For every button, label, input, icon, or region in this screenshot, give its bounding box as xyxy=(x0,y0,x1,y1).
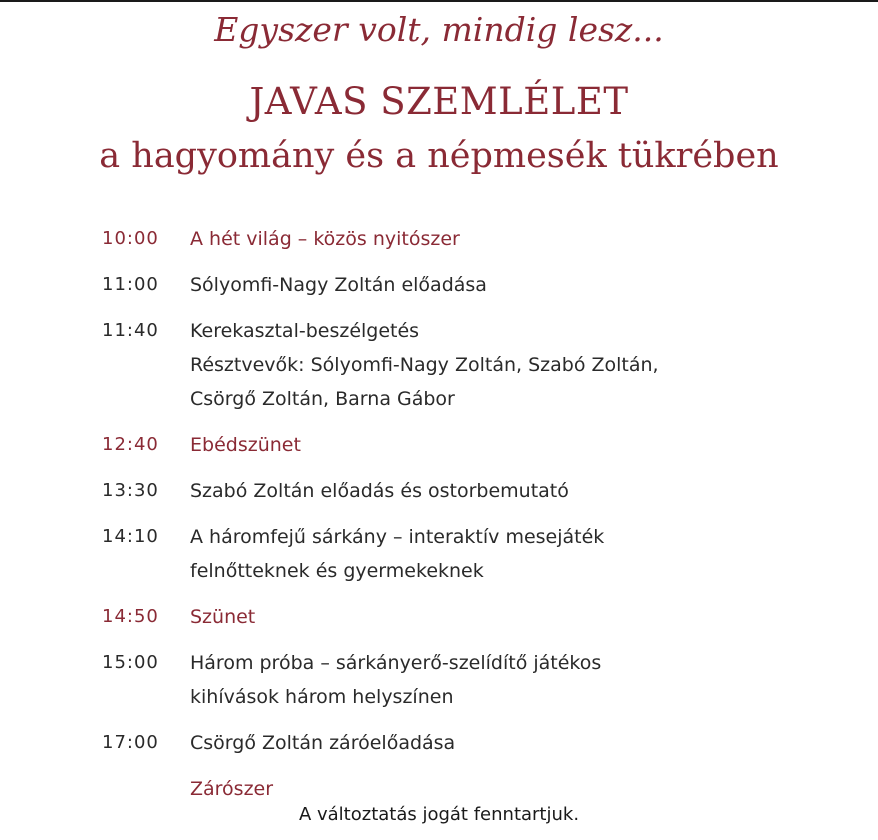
schedule-item xyxy=(102,520,862,588)
schedule-time: 11:40 xyxy=(102,320,159,341)
schedule-text-line: Zárószer xyxy=(190,778,274,800)
schedule-text-line: Szünet xyxy=(190,606,256,628)
schedule-text xyxy=(190,726,862,760)
schedule-text-line: A hét világ – közös nyitószer xyxy=(190,228,460,250)
schedule-text-line: kihívások három helyszínen xyxy=(190,686,454,708)
schedule-item xyxy=(102,726,862,760)
schedule-text-line: Szabó Zoltán előadás és ostorbemutató xyxy=(190,480,569,502)
subtitle: Egyszer volt, mindig lesz... xyxy=(214,10,664,49)
schedule-text-line: felnőtteknek és gyermekeknek xyxy=(190,560,484,582)
schedule-text-line: Csörgő Zoltán záróelőadása xyxy=(190,732,456,754)
schedule-text xyxy=(190,268,862,302)
schedule-item xyxy=(102,428,862,462)
schedule-text-line: Résztvevők: Sólyomfi-Nagy Zoltán, Szabó Zoltán, xyxy=(190,354,659,376)
top-rule xyxy=(0,0,878,2)
schedule-list xyxy=(102,222,862,818)
schedule-text xyxy=(190,222,862,256)
page-title: JAVAS SZEMLÉLET xyxy=(249,80,629,123)
header xyxy=(0,8,878,178)
schedule-item xyxy=(102,222,862,256)
schedule-time: 14:50 xyxy=(102,606,159,627)
footer-note: A változtatás jogát fenntartjuk. xyxy=(298,804,580,825)
schedule-text xyxy=(190,314,862,416)
schedule-time: 15:00 xyxy=(102,652,159,673)
schedule-item xyxy=(102,314,862,416)
schedule-text xyxy=(190,428,862,462)
schedule-item xyxy=(102,600,862,634)
tagline: a hagyomány és a népmesék tükrében xyxy=(99,136,779,176)
schedule-time: 11:00 xyxy=(102,274,159,295)
schedule-time: 12:40 xyxy=(102,434,159,455)
schedule-time: 10:00 xyxy=(102,228,159,249)
schedule-text xyxy=(190,474,862,508)
schedule-text-line: Kerekasztal-beszélgetés xyxy=(190,320,420,342)
schedule-text-line: Három próba – sárkányerő-szelídítő játékos xyxy=(190,652,602,674)
schedule-time: 13:30 xyxy=(102,480,159,501)
schedule-item xyxy=(102,474,862,508)
schedule-item xyxy=(102,268,862,302)
schedule-text-line: Ebédszünet xyxy=(190,434,301,456)
schedule-time: 17:00 xyxy=(102,732,159,753)
schedule-text-line: Csörgő Zoltán, Barna Gábor xyxy=(190,388,455,410)
schedule-text-line: A háromfejű sárkány – interaktív mesejáték xyxy=(190,526,605,548)
schedule-time: 14:10 xyxy=(102,526,159,547)
schedule-item xyxy=(102,646,862,714)
schedule-text-line: Sólyomfi-Nagy Zoltán előadása xyxy=(190,274,487,296)
schedule-text xyxy=(190,646,862,714)
schedule-text xyxy=(190,520,862,588)
schedule-text xyxy=(190,600,862,634)
